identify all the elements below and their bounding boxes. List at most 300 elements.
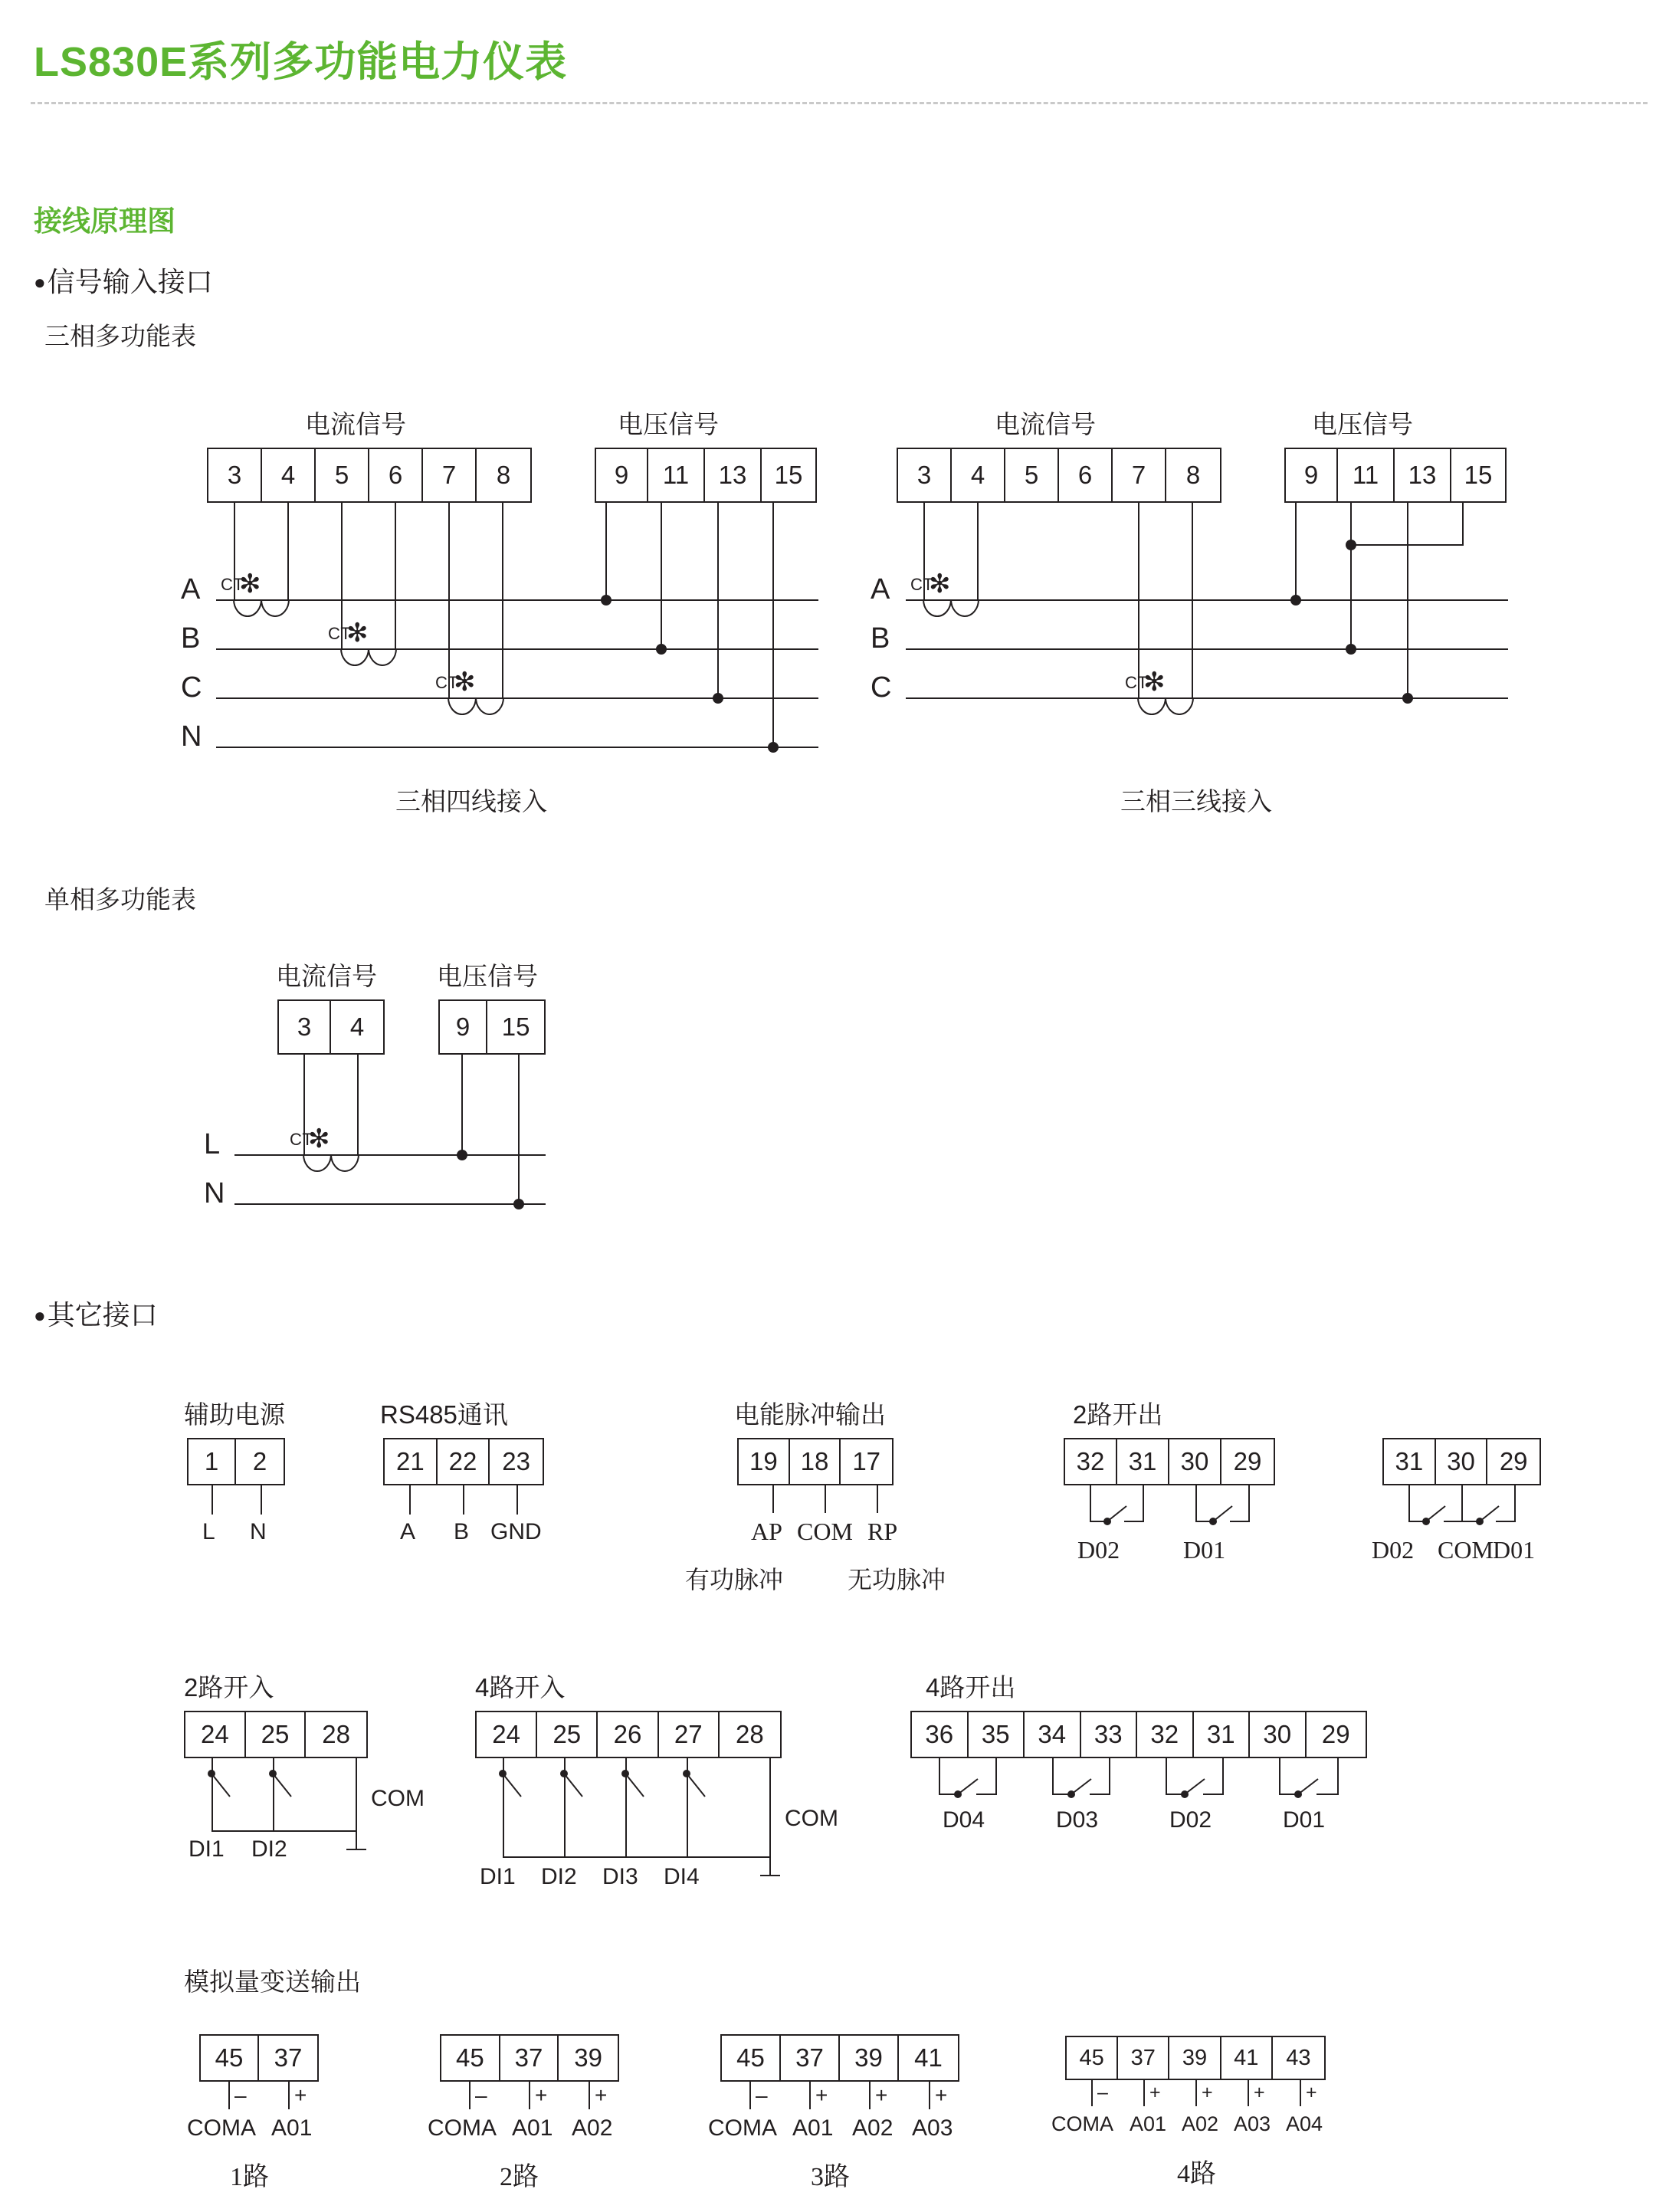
di2-common-drop [356,1830,357,1850]
analog4-pin-a01: A01 [1130,2112,1167,2135]
diagram2-wire-t11 [1350,503,1352,648]
rs485-title: RS485通讯 [380,1400,508,1429]
di4-lead-28 [769,1758,771,1858]
analog3-lead-45 [749,2082,751,2109]
diagram2-wire-t9 [1295,503,1297,599]
terminal-cell: 18 [790,1439,841,1484]
analog1-sign-minus: – [234,2083,247,2107]
analog3-pin-a01: A01 [792,2115,834,2141]
di4-common-label: COM [785,1806,838,1831]
terminal-cell: 19 [739,1439,790,1484]
do4-switch-d01-icon [1294,1777,1322,1798]
terminal-cell: 27 [659,1712,720,1757]
do4-switch-d03-icon [1067,1777,1095,1798]
diagram2-wire-t7 [1138,503,1139,697]
do2a-switch-d02-icon [1103,1504,1130,1525]
do2b-lead-30 [1461,1485,1463,1522]
di4-input-label-di3: DI3 [602,1864,638,1889]
do4-lead-31 [1222,1758,1224,1795]
diagram1-ct-label-c: CT [435,673,459,692]
diagram2-polarity-star-c: ✻ [1143,668,1166,697]
terminal-cell: 45 [722,2036,781,2080]
terminal-cell: 28 [736,1720,764,1748]
diagram1-junction-a [601,595,612,606]
analog3-lead-39 [869,2082,871,2109]
analog3-sign-plus-2: + [875,2083,888,2107]
di4-switch-di1-icon [495,1769,526,1807]
diagram1-phase-label-c: C [181,671,202,704]
aux-power-terminal-strip [187,1438,285,1485]
analog3-lead-41 [929,2082,930,2109]
terminal-cell: 1 [189,1439,236,1484]
analog2-lead-37 [529,2082,530,2109]
analog2-terminal-strip [440,2034,619,2082]
label-single-phase-meter: 单相多功能表 [44,885,196,914]
terminal-cell: 23 [502,1447,531,1475]
diagram1-phase-label-n: N [181,720,202,753]
terminal-cell: 39 [574,2043,603,2072]
analog-output-title: 模拟量变送输出 [184,1967,361,1996]
analog3-sign-plus-1: + [815,2083,828,2107]
do4-switch-d04-icon [954,1777,982,1798]
analog4-lead-37 [1143,2080,1145,2106]
do4-relay-label-d02: D02 [1169,1807,1212,1833]
diagram3-wire-t15 [518,1055,520,1203]
terminal-cell: 4 [952,449,1005,501]
terminal-cell: 45 [1067,2037,1118,2079]
terminal-cell: 39 [840,2036,899,2080]
di4-branch-di3 [625,1777,627,1858]
diagram2-bus-b [906,648,1508,650]
energy-pulse-terminal-strip [737,1438,894,1485]
diagram2-ct-label-a: CT [910,575,934,594]
analog4-lead-39 [1195,2080,1197,2106]
diagram3-bus-n [234,1203,546,1205]
di4-input-label-di1: DI1 [480,1864,516,1889]
analog4-pin-a02: A02 [1182,2112,1219,2135]
analog4-sign-plus-3: + [1254,2082,1265,2103]
diagram1-phase-label-b: B [181,622,201,655]
analog3-pin-a03: A03 [912,2115,953,2141]
di4-common-rail [503,1856,771,1858]
terminal-cell: 25 [246,1712,307,1757]
analog2-sign-plus-1: + [535,2083,548,2107]
terminal-cell: 31 [1384,1439,1436,1484]
diagram1-caption: 三相四线接入 [395,787,547,816]
do2a-lead-32 [1090,1485,1091,1522]
di4-input-label-di4: DI4 [664,1864,700,1889]
do4-relay-label-d01: D01 [1283,1807,1326,1833]
diagram3-current-terminal-strip [277,999,385,1055]
diagram3-polarity-star-l: ✻ [308,1124,330,1154]
diagram2-wire-t8 [1192,503,1193,697]
di2-input-label-di1: DI1 [189,1836,225,1862]
diagram2-junction-b [1346,644,1356,655]
analog4-sign-plus-1: + [1149,2082,1161,2103]
diagram1-voltage-terminal-strip [595,448,817,503]
do2a-relay-label-d02: D02 [1077,1536,1120,1564]
terminal-cell: 5 [1005,449,1059,501]
diagram1-current-terminal-strip [207,448,532,503]
energy-pulse-pin-rp: RP [867,1518,898,1545]
do4-relay-label-d03: D03 [1056,1807,1099,1833]
diagram1-bus-a [216,599,818,601]
bullet-icon: ● [34,271,46,294]
page-title: LS830E系列多功能电力仪表 [34,39,568,85]
diagram2-wire-t4 [977,503,979,599]
rs485-lead-gnd [516,1485,518,1515]
terminal-cell: 32 [1137,1712,1194,1757]
analog1-sign-plus: + [294,2083,307,2107]
label-three-phase-meter: 三相多功能表 [44,322,196,350]
rs485-pin-a: A [400,1519,416,1544]
di2-terminal-strip [184,1711,368,1758]
do2b-relay-label-com: COM [1438,1536,1494,1564]
terminal-cell: 39 [1169,2037,1221,2079]
analog2-pin-a02: A02 [572,2115,613,2141]
analog2-lead-39 [589,2082,590,2109]
do2b-lead-31 [1408,1485,1410,1522]
subsection-other-interface-label: 其它接口 [47,1299,158,1331]
analog2-route-label: 2路 [500,2163,539,2191]
terminal-cell: 37 [274,2043,303,2072]
analog4-route-label: 4路 [1177,2160,1216,2188]
do4-switch-d02-icon [1181,1777,1208,1798]
analog2-pin-coma: COMA [428,2115,497,2141]
diagram2-polarity-star-a: ✻ [929,569,951,599]
analog3-lead-37 [809,2082,811,2109]
analog3-terminal-strip [720,2034,959,2082]
diagram2-bus-a [906,599,1508,601]
terminal-cell: 9 [440,1001,487,1053]
analog2-lead-45 [469,2082,471,2109]
terminal-cell: 8 [496,461,511,489]
do2b-base-com [1444,1521,1479,1522]
terminal-cell: 17 [852,1447,881,1475]
energy-pulse-lead-rp [877,1485,878,1513]
diagram3-voltage-signal-title: 电压信号 [437,962,538,990]
rs485-lead-a [409,1485,411,1515]
di2-branch-di2 [273,1777,274,1832]
diagram2-phase-label-b: B [871,622,890,655]
terminal-cell: 24 [477,1712,537,1757]
terminal-cell: 32 [1065,1439,1117,1484]
title-divider [31,102,1648,104]
diagram1-wire-t4 [287,503,289,599]
diagram2-ct-coil-a [920,599,982,630]
terminal-cell: 37 [781,2036,840,2080]
do4-terminal-strip [910,1711,1367,1758]
diagram3-junction-n [513,1199,524,1209]
diagram1-wire-t6 [395,503,396,648]
terminal-cell: 9 [1286,449,1338,501]
energy-pulse-pin-com: COM [797,1518,853,1545]
analog2-pin-a01: A01 [512,2115,553,2141]
do2a-switch-d01-icon [1209,1504,1235,1525]
di4-branch-di4 [687,1777,688,1858]
terminal-cell: 6 [1059,449,1113,501]
terminal-cell: 7 [423,449,477,501]
do2b-switch-d02-icon [1422,1504,1448,1525]
diagram1-wire-t13 [717,503,719,697]
terminal-cell: 33 [1081,1712,1138,1757]
diagram1-wire-t11 [661,503,662,648]
rs485-pin-gnd: GND [490,1519,542,1544]
terminal-cell: 31 [1194,1712,1251,1757]
do2b-relay-label-d02: D02 [1372,1536,1415,1564]
terminal-cell: 25 [537,1712,598,1757]
terminal-cell: 6 [369,449,423,501]
diagram2-current-terminal-strip [897,448,1221,503]
do4-lead-32 [1166,1758,1167,1795]
terminal-cell: 45 [441,2036,500,2080]
do4-lead-36 [939,1758,940,1795]
aux-power-pin-n: N [250,1519,267,1544]
di4-switch-di2-icon [556,1769,587,1807]
diagram1-ct-label-a: CT [221,575,244,594]
energy-pulse-note-reactive: 无功脉冲 [848,1566,946,1593]
analog1-lead-37 [288,2082,290,2109]
diagram1-wire-t8 [502,503,503,697]
do4-relay-label-d04: D04 [943,1807,985,1833]
terminal-cell: 3 [279,1001,331,1053]
diagram1-ct-coil-a [230,599,293,630]
analog1-terminal-strip [199,2034,319,2082]
terminal-cell: 15 [1464,461,1493,489]
di4-input-label-di2: DI2 [541,1864,577,1889]
terminal-cell: 11 [1338,449,1395,501]
do4-lead-30 [1279,1758,1280,1795]
do2b-relay-label-d01: D01 [1493,1536,1536,1564]
diagram1-bus-n [216,747,818,748]
terminal-cell: 4 [262,449,316,501]
rs485-lead-b [463,1485,464,1515]
diagram3-line-label-l: L [204,1128,221,1160]
terminal-cell: 13 [705,449,762,501]
do2a-lead-29 [1248,1485,1250,1522]
do4-lead-35 [995,1758,997,1795]
do2a-lead-31 [1143,1485,1144,1522]
terminal-cell: 7 [1113,449,1166,501]
section-heading-wiring: 接线原理图 [34,205,175,237]
analog3-pin-coma: COMA [708,2115,777,2141]
terminal-cell: 30 [1436,1439,1488,1484]
di2-common-rail [211,1830,357,1832]
diagram1-wire-t7 [448,503,450,697]
diagram2-ct-label-c: CT [1125,673,1149,692]
di2-common-label: COM [371,1786,425,1811]
diagram3-bus-l [234,1154,546,1156]
diagram1-polarity-star-c: ✻ [454,668,476,697]
analog4-sign-plus-4: + [1306,2082,1317,2103]
analog1-pin-coma: COMA [187,2115,256,2141]
energy-pulse-note-active: 有功脉冲 [685,1566,784,1593]
do2a-terminal-strip [1064,1438,1275,1485]
terminal-cell: 21 [385,1439,438,1484]
do4-title: 4路开出 [926,1673,1016,1702]
diagram1-bus-c [216,697,818,699]
diagram3-ct-coil-l [300,1154,362,1185]
terminal-cell: 29 [1321,1720,1350,1748]
analog1-pin-a01: A01 [271,2115,313,2141]
terminal-cell: 43 [1286,2045,1311,2070]
analog2-sign-minus: – [475,2083,487,2107]
diagram2-caption: 三相三线接入 [1120,787,1272,816]
analog4-lead-43 [1300,2080,1301,2106]
diagram2-voltage-signal-title: 电压信号 [1312,410,1413,438]
terminal-cell: 3 [898,449,952,501]
do4-lead-33 [1109,1758,1110,1795]
analog4-terminal-strip [1065,2036,1326,2080]
analog3-pin-a02: A02 [852,2115,894,2141]
analog2-sign-plus-2: + [595,2083,608,2107]
analog4-pin-a04: A04 [1286,2112,1323,2135]
terminal-cell: 15 [774,461,803,489]
do2b-switch-d01-icon [1476,1504,1502,1525]
terminal-cell: 4 [349,1012,365,1041]
do2a-relay-label-d01: D01 [1183,1536,1226,1564]
di4-terminal-strip [475,1711,782,1758]
terminal-cell: 13 [1395,449,1451,501]
terminal-cell: 36 [912,1712,969,1757]
analog3-sign-plus-3: + [935,2083,948,2107]
di2-switch-di1-icon [204,1769,234,1807]
analog4-sign-minus: – [1097,2082,1108,2103]
terminal-cell: 31 [1117,1439,1169,1484]
terminal-cell: 22 [438,1439,490,1484]
terminal-cell: 30 [1250,1712,1307,1757]
diagram3-wire-t9 [461,1055,463,1154]
rs485-terminal-strip [383,1438,544,1485]
diagram1-wire-t9 [605,503,607,599]
diagram1-phase-label-a: A [181,573,201,606]
terminal-cell: 9 [596,449,648,501]
diagram1-polarity-star-a: ✻ [239,569,261,599]
di4-branch-di2 [564,1777,566,1858]
do4-lead-34 [1052,1758,1054,1795]
bullet-icon: ● [34,1304,46,1327]
analog4-sign-plus-2: + [1202,2082,1213,2103]
analog4-lead-45 [1091,2080,1093,2106]
di2-switch-di2-icon [265,1769,296,1807]
terminal-cell: 29 [1233,1447,1262,1475]
do2b-lead-29 [1514,1485,1516,1522]
diagram2-jumper-t15-vertical [1462,503,1464,546]
aux-power-pin-l: L [202,1519,215,1544]
terminal-cell: 2 [252,1447,267,1475]
diagram3-line-label-n: N [204,1177,225,1209]
terminal-cell: 5 [316,449,369,501]
terminal-cell: 15 [501,1012,530,1041]
terminal-cell: 34 [1025,1712,1081,1757]
do2a-lead-30 [1195,1485,1197,1522]
diagram2-phase-label-a: A [871,573,890,606]
energy-pulse-lead-ap [772,1485,774,1513]
analog4-pin-coma: COMA [1051,2112,1113,2135]
terminal-cell: 37 [1118,2037,1169,2079]
di4-switch-di4-icon [679,1769,710,1807]
aux-power-title: 辅助电源 [184,1400,285,1429]
di4-branch-di1 [503,1777,504,1858]
do2b-terminal-strip [1382,1438,1541,1485]
diagram1-current-signal-title: 电流信号 [305,410,406,438]
diagram1-ct-label-b: CT [328,624,352,643]
analog4-lead-41 [1248,2080,1249,2106]
diagram3-voltage-terminal-strip [438,999,546,1055]
diagram2-junction-c [1402,693,1413,704]
diagram2-junction-jumper [1346,540,1356,550]
diagram2-current-signal-title: 电流信号 [995,410,1096,438]
diagram1-junction-c [713,693,723,704]
analog3-sign-minus: – [756,2083,768,2107]
diagram3-wire-t4 [357,1055,359,1154]
terminal-cell: 26 [598,1712,658,1757]
terminal-cell: 11 [648,449,705,501]
diagram2-ct-coil-c [1134,697,1197,728]
terminal-cell: 37 [500,2036,559,2080]
diagram1-junction-b [656,644,667,655]
subsection-signal-input [34,261,213,300]
diagram2-wire-t13 [1407,503,1408,697]
analog3-route-label: 3路 [811,2163,850,2191]
di4-common-drop [769,1856,771,1876]
di4-switch-di3-icon [618,1769,648,1807]
diagram1-bus-b [216,648,818,650]
di2-title: 2路开入 [184,1673,274,1702]
di2-input-label-di2: DI2 [251,1836,287,1862]
terminal-cell: 3 [208,449,262,501]
aux-power-lead-1 [211,1485,213,1515]
di4-common-tick [760,1875,780,1876]
diagram2-phase-label-c: C [871,671,892,704]
di2-branch-di1 [211,1777,213,1832]
terminal-cell: 8 [1185,461,1201,489]
diagram1-ct-coil-c [444,697,507,728]
diagram3-current-signal-title: 电流信号 [276,962,377,990]
energy-pulse-lead-com [825,1485,826,1513]
di4-title: 4路开入 [475,1673,566,1702]
terminal-cell: 35 [969,1712,1025,1757]
analog1-lead-45 [228,2082,230,2109]
diagram2-jumper-t15-horizontal [1350,544,1464,546]
rs485-pin-b: B [454,1519,470,1544]
terminal-cell: 41 [914,2043,943,2072]
do4-lead-29 [1337,1758,1339,1795]
diagram1-ct-coil-b [337,648,400,679]
diagram3-junction-l [457,1150,467,1160]
diagram1-voltage-signal-title: 电压信号 [618,410,719,438]
diagram1-junction-n [768,742,779,753]
terminal-cell: 29 [1499,1447,1528,1475]
terminal-cell: 30 [1169,1439,1221,1484]
energy-pulse-pin-ap: AP [751,1518,782,1545]
subsection-other-interface [34,1294,158,1333]
energy-pulse-title: 电能脉冲输出 [734,1400,886,1429]
diagram2-voltage-terminal-strip [1284,448,1507,503]
terminal-cell: 28 [322,1720,351,1748]
analog4-pin-a03: A03 [1234,2112,1271,2135]
aux-power-lead-2 [261,1485,262,1515]
diagram2-bus-c [906,697,1508,699]
diagram2-junction-a [1290,595,1301,606]
diagram3-ct-label-l: CT [290,1130,313,1149]
terminal-cell: 45 [201,2036,259,2080]
terminal-cell: 24 [185,1712,246,1757]
do2-title: 2路开出 [1073,1400,1163,1429]
diagram1-polarity-star-b: ✻ [346,619,369,648]
diagram1-wire-t15 [772,503,774,747]
di2-lead-28 [356,1758,357,1832]
